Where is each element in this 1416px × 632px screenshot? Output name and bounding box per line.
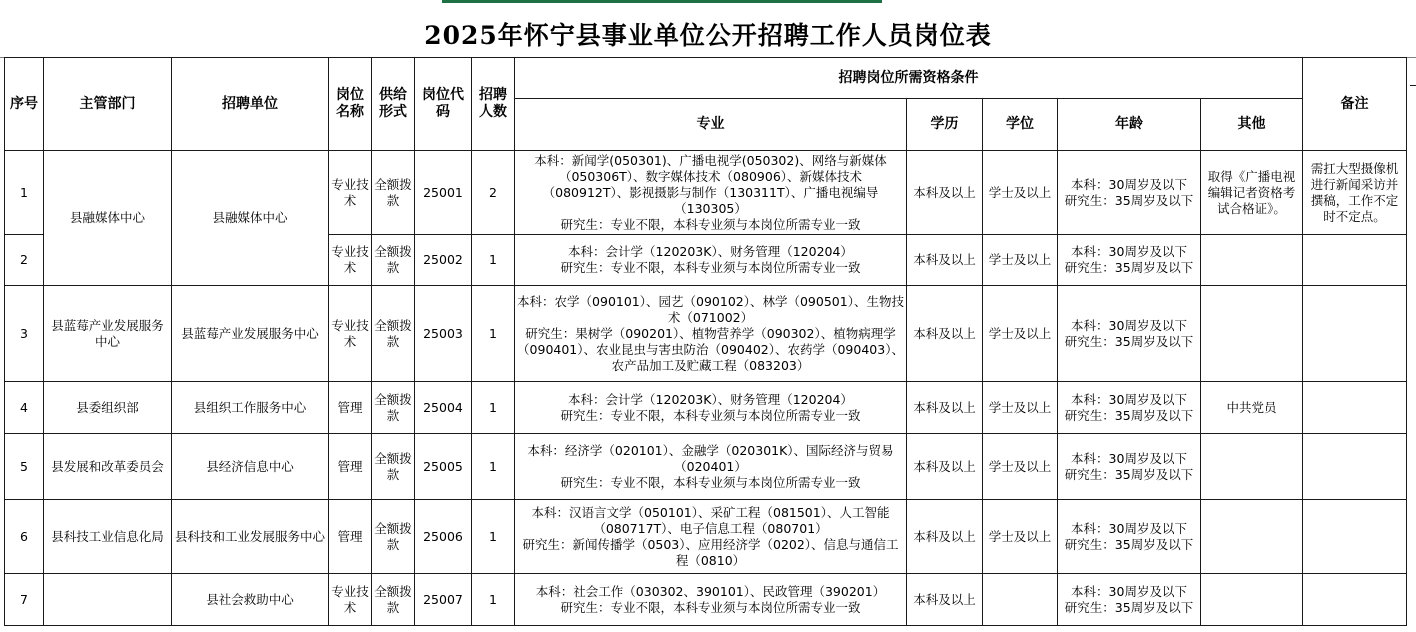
cell-unit: 县科技和工业发展服务中心 <box>172 500 329 574</box>
table-row <box>5 574 1407 626</box>
cell-post: 管理 <box>329 434 372 500</box>
cell-degree: 学士及以上 <box>983 151 1058 235</box>
cell-post: 专业技术 <box>329 235 372 286</box>
cell-supply: 全额拨款 <box>372 574 415 626</box>
header-count: 招聘人数 <box>472 58 515 151</box>
cell-supply: 全额拨款 <box>372 151 415 235</box>
cell-degree: 学士及以上 <box>983 286 1058 382</box>
cell-seq: 3 <box>5 286 44 382</box>
cell-unit: 县经济信息中心 <box>172 434 329 500</box>
cell-other <box>1201 286 1303 382</box>
page-title: 2025年怀宁县事业单位公开招聘工作人员岗位表 <box>424 21 992 50</box>
column-edge-marker <box>1410 85 1416 86</box>
cell-education: 本科及以上 <box>907 235 983 286</box>
cell-unit: 县组织工作服务中心 <box>172 382 329 434</box>
cell-remark: 需扛大型摄像机进行新闻采访并撰稿，工作不定时不定点。 <box>1303 151 1407 235</box>
cell-supply: 全额拨款 <box>372 500 415 574</box>
cell-other <box>1201 434 1303 500</box>
cell-education: 本科及以上 <box>907 151 983 235</box>
cell-count: 1 <box>472 382 515 434</box>
cell-major: 本科：会计学（120203K）、财务管理（120204） 研究生：专业不限，本科专业须与本岗位所需专业一致 <box>515 382 907 434</box>
cell-code: 25006 <box>415 500 472 574</box>
cell-dept <box>44 574 172 626</box>
cell-degree: 学士及以上 <box>983 382 1058 434</box>
cell-age: 本科：30周岁及以下 研究生：35周岁及以下 <box>1058 500 1201 574</box>
cell-age: 本科：30周岁及以下 研究生：35周岁及以下 <box>1058 434 1201 500</box>
cell-other <box>1201 500 1303 574</box>
cell-count: 1 <box>472 574 515 626</box>
cell-other <box>1201 235 1303 286</box>
cell-major: 本科：汉语言文学（050101）、采矿工程（081501）、人工智能（080717T）、电子信息工程（080701） 研究生：新闻传播学（0503）、应用经济学（0202）、信息与通信工程（0810） <box>515 500 907 574</box>
cell-education: 本科及以上 <box>907 286 983 382</box>
cell-education: 本科及以上 <box>907 500 983 574</box>
cell-major: 本科：新闻学(050301)、广播电视学(050302)、网络与新媒体（050306T）、数字媒体技术（080906）、新媒体技术（080912T）、影视摄影与制作（130311T）、广播电视编导（130305） 研究生：专业不限，本科专业须与本岗位所需专业一致 <box>515 151 907 235</box>
cell-code: 25004 <box>415 382 472 434</box>
positions-table <box>4 57 1407 626</box>
cell-major: 本科：会计学（120203K）、财务管理（120204） 研究生：专业不限，本科专业须与本岗位所需专业一致 <box>515 235 907 286</box>
cell-dept: 县委组织部 <box>44 382 172 434</box>
cell-age: 本科：30周岁及以下 研究生：35周岁及以下 <box>1058 235 1201 286</box>
cell-education: 本科及以上 <box>907 434 983 500</box>
cell-major: 本科：社会工作（030302、390101）、民政管理（390201） 研究生：专业不限，本科专业须与本岗位所需专业一致 <box>515 574 907 626</box>
cell-count: 1 <box>472 286 515 382</box>
selection-accent <box>442 0 882 3</box>
cell-unit: 县蓝莓产业发展服务中心 <box>172 286 329 382</box>
cell-remark <box>1303 235 1407 286</box>
cell-remark <box>1303 500 1407 574</box>
header-requirements: 招聘岗位所需资格条件 <box>515 58 1303 99</box>
header-degree: 学位 <box>983 99 1058 151</box>
cell-post: 管理 <box>329 500 372 574</box>
cell-remark <box>1303 286 1407 382</box>
cell-dept: 县蓝莓产业发展服务中心 <box>44 286 172 382</box>
cell-degree: 学士及以上 <box>983 434 1058 500</box>
cell-remark <box>1303 434 1407 500</box>
cell-code: 25002 <box>415 235 472 286</box>
cell-age: 本科：30周岁及以下 研究生：35周岁及以下 <box>1058 151 1201 235</box>
header-other: 其他 <box>1201 99 1303 151</box>
cell-count: 1 <box>472 434 515 500</box>
header-age: 年龄 <box>1058 99 1201 151</box>
title-row <box>0 4 1416 58</box>
cell-age: 本科：30周岁及以下 研究生：35周岁及以下 <box>1058 574 1201 626</box>
cell-code: 25003 <box>415 286 472 382</box>
cell-seq: 6 <box>5 500 44 574</box>
cell-seq: 2 <box>5 235 44 286</box>
table-row <box>5 286 1407 382</box>
header-unit: 招聘单位 <box>172 58 329 151</box>
cell-supply: 全额拨款 <box>372 434 415 500</box>
cell-post: 专业技术 <box>329 574 372 626</box>
cell-count: 2 <box>472 151 515 235</box>
cell-degree <box>983 574 1058 626</box>
cell-remark <box>1303 574 1407 626</box>
cell-count: 1 <box>472 235 515 286</box>
cell-dept: 县科技工业信息化局 <box>44 500 172 574</box>
header-major: 专业 <box>515 99 907 151</box>
cell-code: 25001 <box>415 151 472 235</box>
header-post-name: 岗位名称 <box>329 58 372 151</box>
cell-education: 本科及以上 <box>907 574 983 626</box>
cell-dept: 县融媒体中心 <box>44 151 172 286</box>
cell-education: 本科及以上 <box>907 382 983 434</box>
table-row <box>5 382 1407 434</box>
cell-post: 专业技术 <box>329 151 372 235</box>
cell-post: 专业技术 <box>329 286 372 382</box>
cell-remark <box>1303 382 1407 434</box>
header-code: 岗位代码 <box>415 58 472 151</box>
cell-age: 本科：30周岁及以下 研究生：35周岁及以下 <box>1058 382 1201 434</box>
table-row <box>5 500 1407 574</box>
cell-major: 本科：经济学（020101）、金融学（020301K）、国际经济与贸易（020401） 研究生：专业不限，本科专业须与本岗位所需专业一致 <box>515 434 907 500</box>
cell-supply: 全额拨款 <box>372 382 415 434</box>
cell-degree: 学士及以上 <box>983 235 1058 286</box>
cell-count: 1 <box>472 500 515 574</box>
table-row <box>5 434 1407 500</box>
cell-seq: 7 <box>5 574 44 626</box>
cell-age: 本科：30周岁及以下 研究生：35周岁及以下 <box>1058 286 1201 382</box>
cell-other <box>1201 574 1303 626</box>
cell-code: 25007 <box>415 574 472 626</box>
cell-seq: 4 <box>5 382 44 434</box>
cell-degree: 学士及以上 <box>983 500 1058 574</box>
table-row <box>5 151 1407 235</box>
header-dept: 主管部门 <box>44 58 172 151</box>
cell-code: 25005 <box>415 434 472 500</box>
cell-other: 中共党员 <box>1201 382 1303 434</box>
cell-supply: 全额拨款 <box>372 235 415 286</box>
cell-major: 本科：农学（090101）、园艺（090102）、林学（090501）、生物技术（071002） 研究生：果树学（090201）、植物营养学（090302）、植物病理学（090401）、农业昆虫与害虫防治（090402）、农药学（090403）、农产品加工及贮藏工程（083203） <box>515 286 907 382</box>
cell-unit: 县社会救助中心 <box>172 574 329 626</box>
cell-supply: 全额拨款 <box>372 286 415 382</box>
cell-dept: 县发展和改革委员会 <box>44 434 172 500</box>
header-seq: 序号 <box>5 58 44 151</box>
header-education: 学历 <box>907 99 983 151</box>
header-remark: 备注 <box>1303 58 1407 151</box>
cell-other: 取得《广播电视编辑记者资格考试合格证》。 <box>1201 151 1303 235</box>
cell-seq: 1 <box>5 151 44 235</box>
cell-unit: 县融媒体中心 <box>172 151 329 286</box>
cell-post: 管理 <box>329 382 372 434</box>
cell-seq: 5 <box>5 434 44 500</box>
header-supply: 供给形式 <box>372 58 415 151</box>
